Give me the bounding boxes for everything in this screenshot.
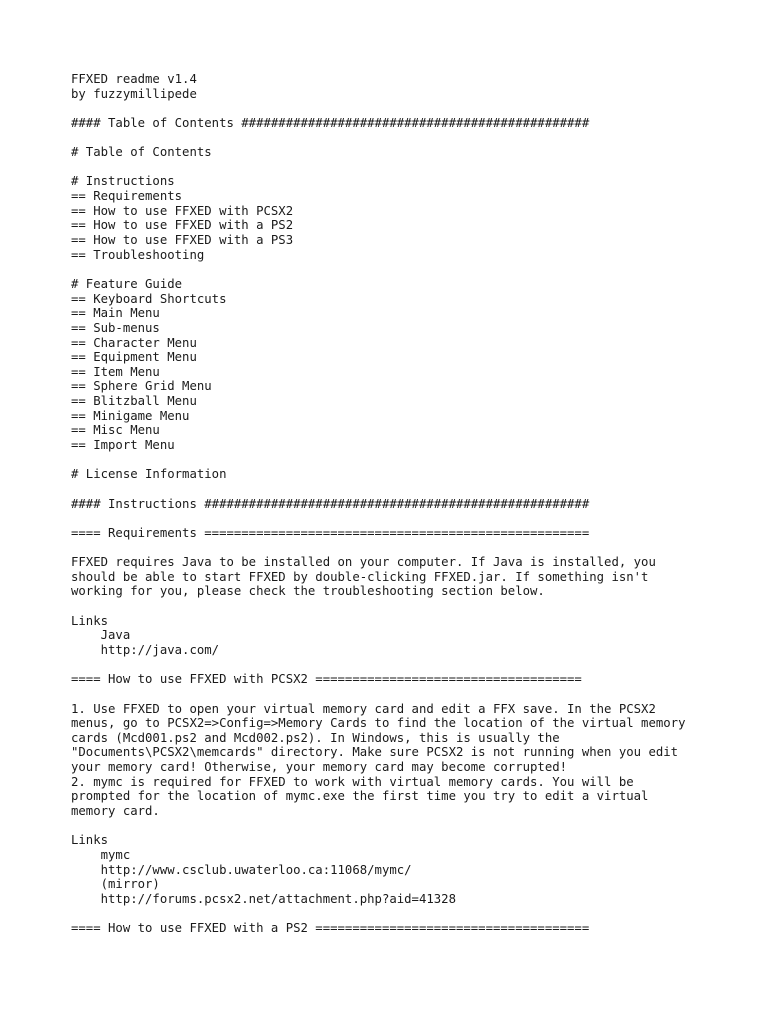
subsection-header: ==== How to use FFXED with PCSX2 ====================================: [71, 672, 582, 687]
blank-line: [71, 599, 751, 614]
blank-line: [71, 131, 751, 146]
text-line: "Documents\PCSX2\memcards" directory. Make sure PCSX2 is not running when you edit: [71, 745, 679, 760]
toc-heading: # License Information: [71, 467, 227, 482]
toc-heading: # Instructions: [71, 174, 175, 189]
text-line: FFXED readme v1.4: [71, 72, 197, 86]
text-line: Links: [71, 833, 109, 848]
text-line: Java: [71, 628, 131, 643]
blank-line: [71, 101, 751, 116]
blank-line: [71, 482, 751, 497]
text-line: cards (Mcd001.ps2 and Mcd002.ps2). In Windows, this is usually the: [71, 730, 560, 745]
text-line: memory card.: [71, 804, 160, 819]
toc-entry: == Requirements: [71, 189, 183, 204]
text-line: Links: [71, 613, 109, 628]
toc-entry: == How to use FFXED with a PS3: [71, 233, 294, 248]
blank-line: [71, 658, 751, 673]
toc-entry: == Sub-menus: [71, 320, 160, 335]
link-url: http://java.com/: [71, 642, 220, 657]
text-line: 2. mymc is required for FFXED to work with virtual memory cards. You will be: [71, 774, 634, 789]
link-url: http://forums.pcsx2.net/attachment.php?aid=41328: [71, 891, 456, 906]
toc-heading: # Table of Contents: [71, 145, 212, 160]
text-line: (mirror): [71, 877, 160, 892]
blank-line: [71, 511, 751, 526]
blank-line: [71, 453, 751, 468]
blank-line: [71, 687, 751, 702]
text-line: should be able to start FFXED by double-clicking FFXED.jar. If something isn't: [71, 569, 649, 584]
toc-entry: == Keyboard Shortcuts: [71, 291, 227, 306]
toc-entry: == Import Menu: [71, 438, 175, 453]
blank-line: [71, 160, 751, 175]
text-line: menus, go to PCSX2=>Config=>Memory Cards to find the location of the virtual memory: [71, 716, 686, 731]
toc-entry: == Blitzball Menu: [71, 394, 197, 409]
toc-entry: == Misc Menu: [71, 423, 160, 438]
toc-heading: # Feature Guide: [71, 276, 183, 291]
subsection-header: ==== Requirements ====================================================: [71, 525, 590, 540]
text-line: mymc: [71, 847, 131, 862]
toc-entry: == Main Menu: [71, 306, 160, 321]
section-header: #### Table of Contents ###############################################: [71, 115, 590, 130]
text-line: working for you, please check the troubleshooting section below.: [71, 584, 545, 599]
blank-line: [71, 262, 751, 277]
toc-entry: == Minigame Menu: [71, 408, 190, 423]
text-line: 1. Use FFXED to open your virtual memory card and edit a FFX save. In the PCSX2: [71, 701, 656, 716]
blank-line: [71, 907, 751, 922]
readme-document: [71, 72, 751, 936]
text-line: prompted for the location of mymc.exe the first time you try to edit a virtual: [71, 789, 649, 804]
toc-entry: == How to use FFXED with a PS2: [71, 218, 294, 233]
blank-line: [71, 819, 751, 834]
blank-line: [71, 541, 751, 556]
section-header: #### Instructions ####################################################: [71, 496, 590, 511]
text-line: by fuzzymillipede: [71, 86, 197, 101]
text-line: FFXED requires Java to be installed on your computer. If Java is installed, you: [71, 555, 656, 570]
toc-entry: == Equipment Menu: [71, 350, 197, 365]
toc-entry: == Troubleshooting: [71, 247, 205, 262]
toc-entry: == Sphere Grid Menu: [71, 379, 212, 394]
subsection-header: ==== How to use FFXED with a PS2 =====================================: [71, 921, 590, 936]
toc-entry: == Item Menu: [71, 364, 160, 379]
toc-entry: == Character Menu: [71, 335, 197, 350]
link-url: http://www.csclub.uwaterloo.ca:11068/mymc/: [71, 862, 412, 877]
text-line: your memory card! Otherwise, your memory card may become corrupted!: [71, 760, 568, 775]
toc-entry: == How to use FFXED with PCSX2: [71, 203, 294, 218]
